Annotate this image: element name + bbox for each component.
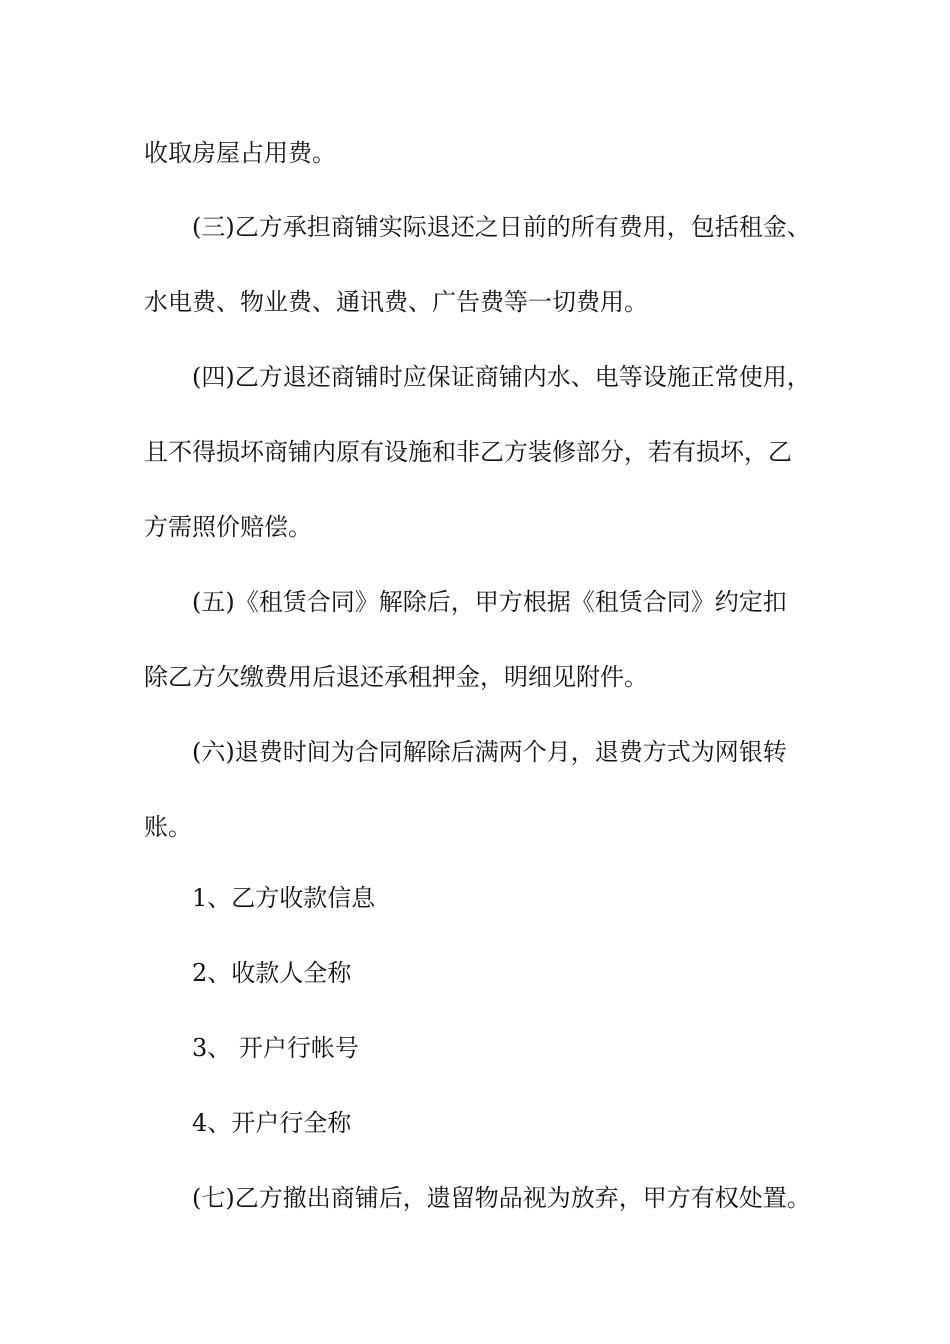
- text-line: (五)《租赁合同》解除后，甲方根据《租赁合同》约定扣: [192, 588, 787, 616]
- text-line: (七)乙方撤出商铺后，遗留物品视为放弃，甲方有权处置。: [192, 1184, 811, 1212]
- text-line: (四)乙方退还商铺时应保证商铺内水、电等设施正常使用，: [192, 363, 811, 391]
- list-item: 4、开户行全称: [192, 1109, 352, 1137]
- text-line: 收取房屋占用费。: [144, 139, 336, 167]
- list-item: 3、 开户行帐号: [192, 1034, 359, 1062]
- text-line: 方需照价赔偿。: [144, 513, 312, 541]
- list-item: 1、乙方收款信息: [192, 884, 376, 912]
- text-line: 除乙方欠缴费用后退还承租押金，明细见附件。: [144, 663, 648, 691]
- text-line: 且不得损坏商铺内原有设施和非乙方装修部分，若有损坏，乙: [144, 438, 792, 466]
- list-item: 2、收款人全称: [192, 959, 352, 987]
- text-line: 水电费、物业费、通讯费、广告费等一切费用。: [144, 288, 648, 316]
- text-line: (三)乙方承担商铺实际退还之日前的所有费用，包括租金、: [192, 213, 811, 241]
- text-line: (六)退费时间为合同解除后满两个月，退费方式为网银转: [192, 738, 787, 766]
- text-line: 账。: [144, 813, 192, 841]
